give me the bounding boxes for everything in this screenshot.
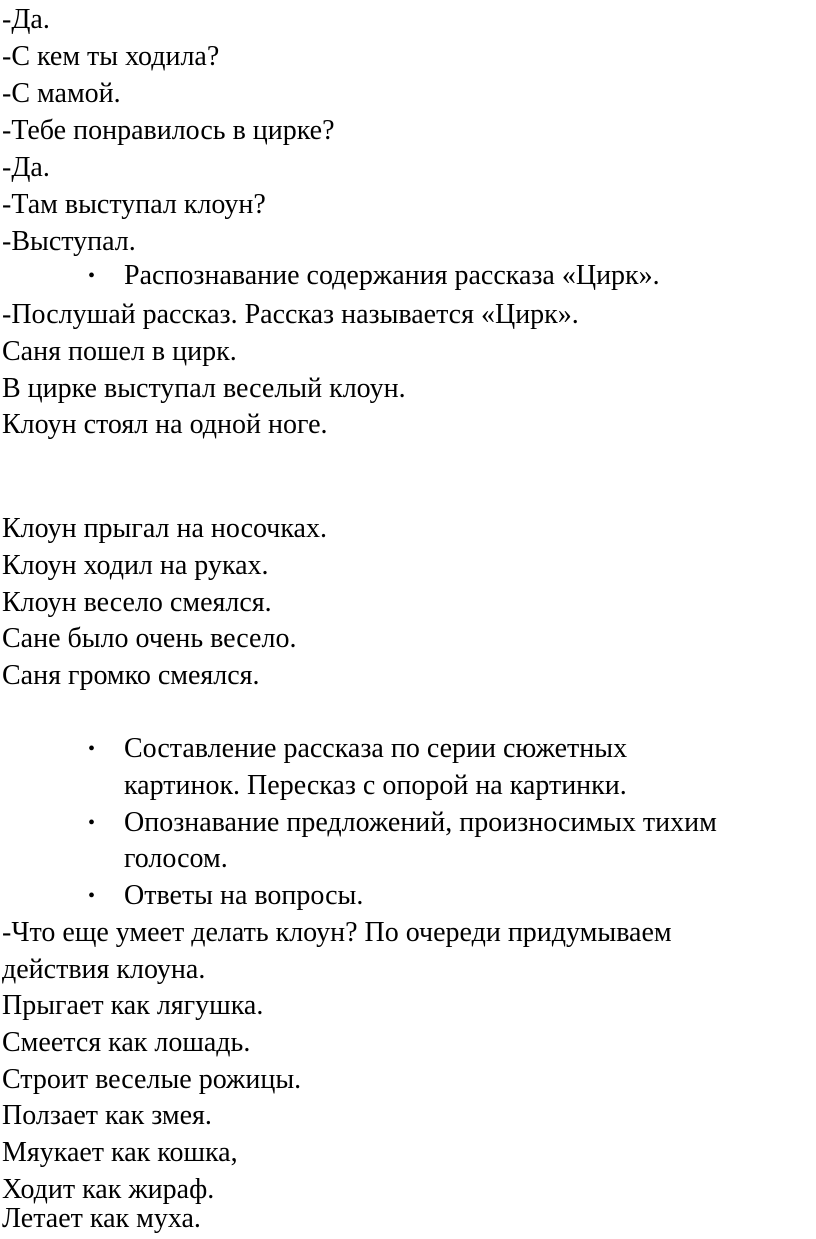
story-line: -Послушай рассказ. Рассказ называется «Цирк».	[2, 299, 579, 330]
dialogue-line: -Выступал.	[2, 226, 136, 257]
story-line: Сане было очень весело.	[2, 623, 297, 654]
dialogue-line: -С кем ты ходила?	[2, 41, 220, 72]
bullet-text-continued: голосом.	[124, 843, 228, 874]
action-line: Строит веселые рожицы.	[2, 1064, 302, 1095]
action-line: Летает как муха.	[2, 1203, 201, 1234]
question-line: действия клоуна.	[2, 954, 206, 985]
story-line: Саня пошел в цирк.	[2, 336, 237, 367]
story-line: Клоун стоял на одной ноге.	[2, 409, 328, 440]
bullet-text-continued: картинок. Пересказ с опорой на картинки.	[124, 770, 627, 801]
dialogue-line: -С мамой.	[2, 78, 121, 109]
story-line: Саня громко смеялся.	[2, 660, 260, 691]
bullet-item-recognition	[88, 257, 660, 295]
bullet-item-identify	[88, 804, 717, 842]
story-line: Клоун прыгал на носочках.	[2, 513, 327, 544]
bullet-item-answers	[88, 877, 363, 915]
bullet-text: Ответы на вопросы.	[124, 880, 364, 911]
bullet-icon: •	[88, 738, 96, 760]
story-line: Клоун ходил на руках.	[2, 550, 269, 581]
dialogue-line: -Да.	[2, 4, 50, 35]
dialogue-line: -Тебе понравилось в цирке?	[2, 115, 335, 146]
story-line: В цирке выступал веселый клоун.	[2, 373, 406, 404]
question-line: -Что еще умеет делать клоун? По очереди придумываем	[2, 917, 672, 948]
bullet-text: Составление рассказа по серии сюжетных	[124, 733, 628, 764]
bullet-icon: •	[88, 265, 96, 287]
action-line: Прыгает как лягушка.	[2, 990, 264, 1021]
bullet-text: Распознавание содержания рассказа «Цирк».	[124, 260, 660, 291]
action-line: Ползает как змея.	[2, 1100, 212, 1131]
bullet-icon: •	[88, 885, 96, 907]
action-line: Ходит как жираф.	[2, 1174, 215, 1205]
bullet-icon: •	[88, 812, 96, 834]
bullet-item-compose	[88, 730, 627, 768]
story-line: Клоун весело смеялся.	[2, 587, 272, 618]
bullet-text: Опознавание предложений, произносимых тихим	[124, 807, 717, 838]
dialogue-line: -Да.	[2, 152, 50, 183]
action-line: Мяукает как кошка,	[2, 1137, 238, 1168]
dialogue-line: -Там выступал клоун?	[2, 189, 266, 220]
action-line: Смеется как лошадь.	[2, 1027, 251, 1058]
